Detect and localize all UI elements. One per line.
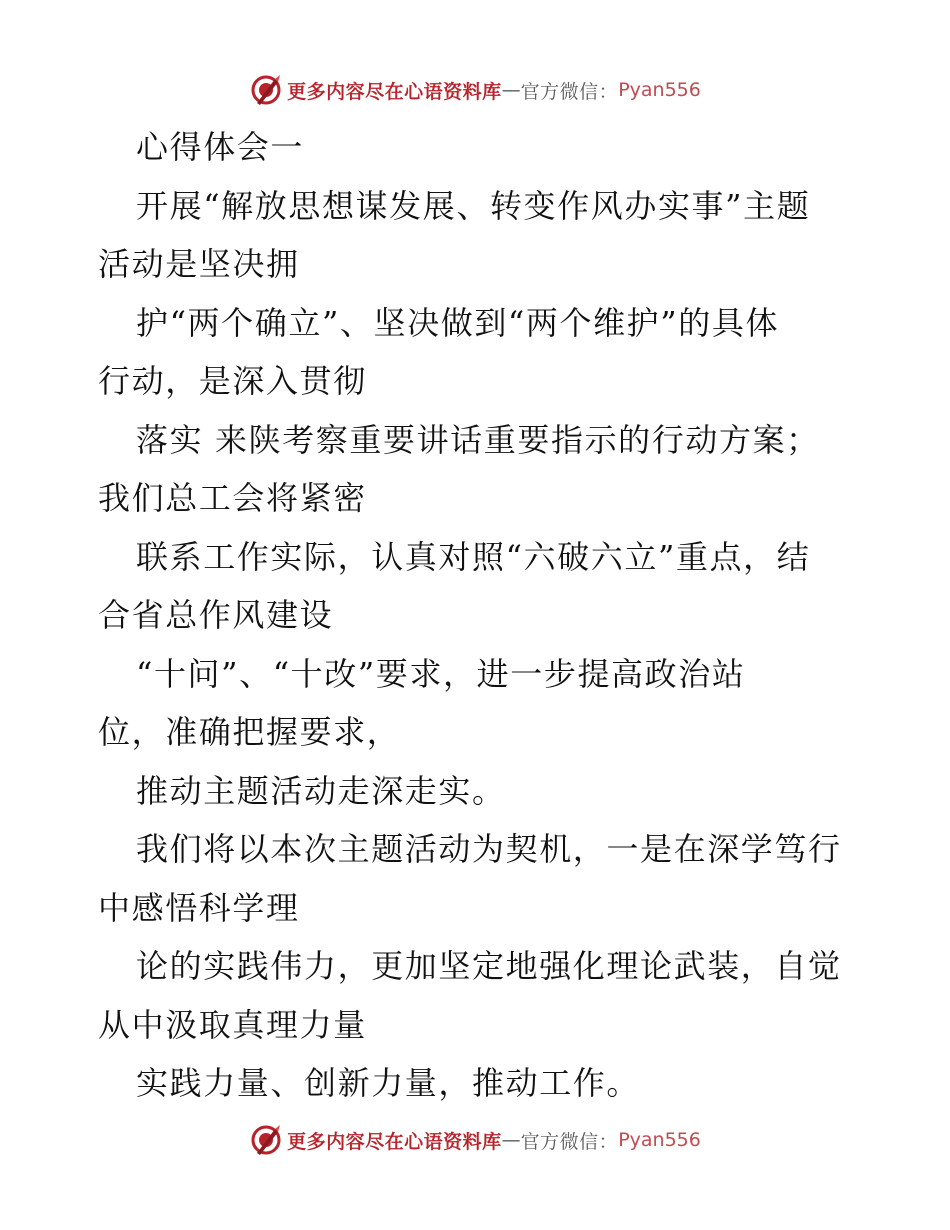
paragraph-line: 行动，是深入贯彻	[98, 362, 367, 400]
paragraph-line: 落实 来陕考察重要讲话重要指示的行动方案；	[136, 420, 820, 459]
paragraph-line: 我们将以本次主题活动为契机，一是在深学笃行	[136, 830, 842, 868]
paragraph	[98, 528, 858, 645]
paragraph-line: 我们总工会将紧密	[98, 479, 367, 517]
paragraph	[98, 177, 858, 294]
quill-pen-logo-icon	[249, 73, 283, 107]
document-body	[98, 118, 858, 1113]
quill-pen-logo-icon	[249, 1123, 283, 1157]
watermark-separator: —	[501, 79, 521, 101]
header-watermark	[0, 70, 950, 110]
paragraph	[98, 645, 858, 762]
paragraph	[98, 411, 858, 528]
watermark-brand: 更多内容尽在心语资料库	[287, 80, 502, 103]
watermark-official-label: 官方微信：	[520, 1130, 619, 1153]
paragraph-line: 联系工作实际，认真对照“六破六立”重点，结	[136, 537, 811, 576]
paragraph-line: 护“两个确立”、坚决做到“两个维护”的具体	[136, 303, 780, 342]
paragraph-line: 推动主题活动走深走实。	[136, 771, 506, 810]
paragraph-line: “十问”、“十改”要求，进一步提高政治站	[136, 654, 746, 693]
paragraph	[98, 1054, 858, 1113]
paragraph	[98, 118, 858, 177]
paragraph	[98, 762, 858, 821]
paragraph-line: 论的实践伟力，更加坚定地强化理论武装，自觉	[136, 947, 842, 985]
watermark-wechat-id: Pyan556	[618, 79, 701, 101]
watermark-brand: 更多内容尽在心语资料库	[287, 1130, 502, 1153]
paragraph-line: 合省总作风建设	[98, 596, 334, 634]
watermark-official-label: 官方微信：	[520, 80, 619, 103]
watermark-wechat-id: Pyan556	[618, 1129, 701, 1151]
paragraph-line: 位，准确把握要求，	[98, 713, 401, 751]
footer-watermark	[0, 1120, 950, 1160]
paragraph-line: 中感悟科学理	[98, 888, 300, 927]
paragraph	[98, 294, 858, 411]
paragraph	[98, 820, 858, 937]
paragraph-line: 实践力量、创新力量，推动工作。	[136, 1064, 641, 1102]
paragraph-line: 从中汲取真理力量	[98, 1005, 367, 1044]
paragraph	[98, 937, 858, 1054]
paragraph-line: 心得体会一	[136, 128, 305, 166]
watermark-separator: —	[501, 1129, 521, 1151]
paragraph-line: 开展“解放思想谋发展、转变作风办实事”主题	[136, 186, 811, 225]
paragraph-line: 活动是坚决拥	[98, 245, 300, 283]
